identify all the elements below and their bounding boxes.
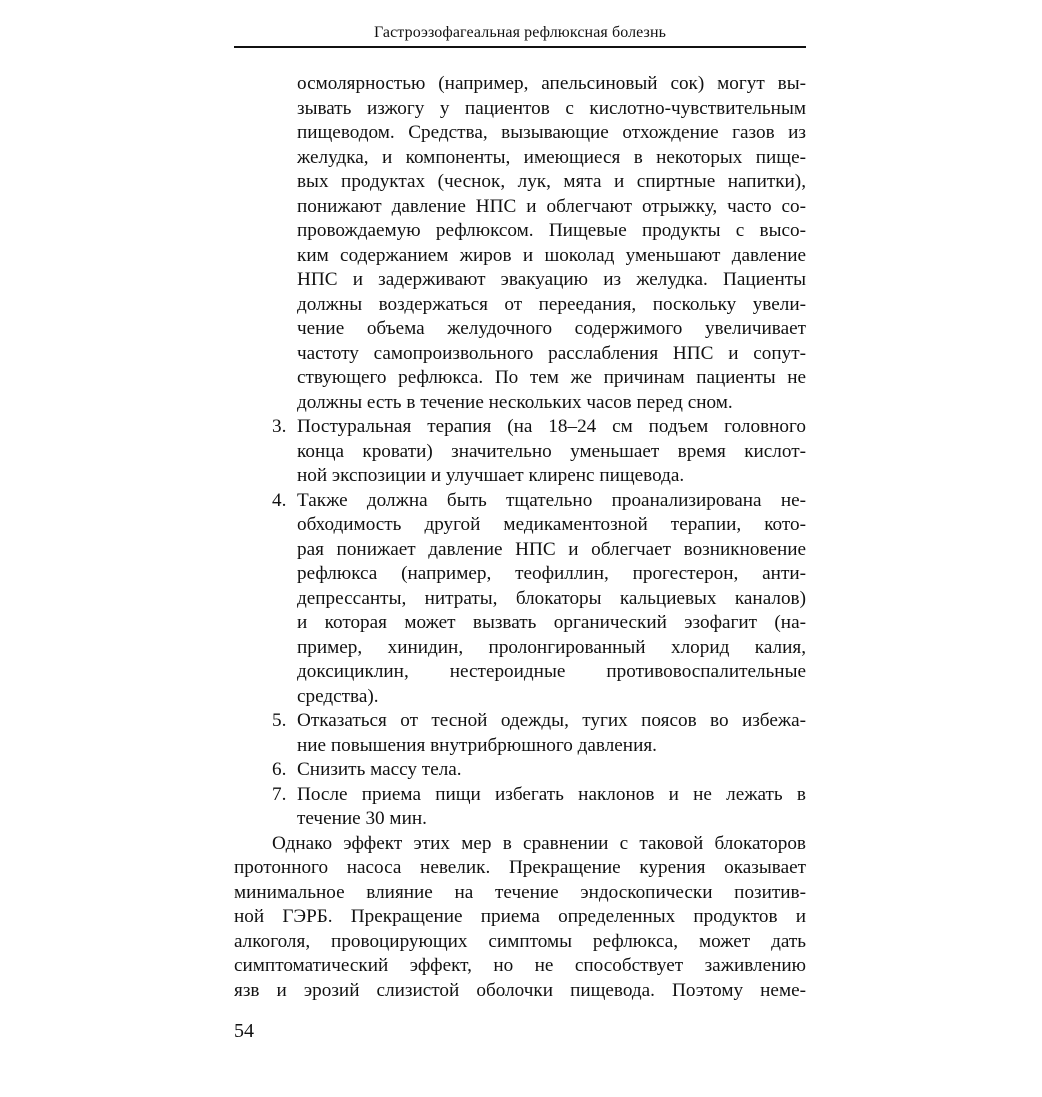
text-line: чение объема желудочного содержимого увеличивает [297,318,806,339]
text-line: ной ГЭРБ. Прекращение приема определенных продуктов и [234,906,806,927]
running-title: Гастроэзофагеальная рефлюксная болезнь [373,24,667,41]
text-line: конца кровати) значительно уменьшает время кислот- [297,440,806,462]
list-number: 6. [272,759,287,780]
text-line: Также должна быть тщательно проанализирована не- [297,489,806,511]
text-line: Однако эффект этих мер в сравнении с таковой блокаторов [272,832,806,854]
text-line: Постуральная терапия (на 18–24 см подъем головного [297,416,806,437]
text-line: рая понижает давление НПС и облегчает возникновение [297,538,806,560]
text-line: После приема пищи избегать наклонов и не лежать в [297,783,806,805]
text-line: провождаемую рефлюксом. Пищевые продукты с высо- [297,220,806,241]
continued-list-item-text [234,72,806,415]
text-line: ким содержанием жиров и шоколад уменьшают давление [297,244,806,266]
text-line: частоту самопроизвольного расслабления НПС и сопут- [297,342,806,364]
text-line: пример, хинидин, пролонгированный хлорид калия, [297,636,806,658]
text-line: ствующего рефлюкса. По тем же причинам пациенты не [297,367,806,388]
list-number: 5. [272,710,287,731]
list-number: 3. [272,416,287,437]
text-line: алкоголя, провоцирующих симптомы рефлюкса, может дать [234,930,806,952]
text-line: должны воздержаться от переедания, поскольку увели- [297,293,806,315]
page-body [234,72,806,1003]
text-line: обходимость другой медикаментозной терапии, кото- [297,514,806,535]
text-line: Отказаться от тесной одежды, тугих поясов во избежа- [297,710,806,731]
text-line: НПС и задерживают эвакуацию из желудка. Пациенты [297,269,806,290]
list-item-4 [234,489,806,710]
text-line: язв и эрозий слизистой оболочки пищевода. Поэтому неме- [234,979,806,1001]
text-line: течение 30 мин. [297,808,427,829]
text-line: симптоматический эффект, но не способствует заживлению [234,955,806,976]
text-line: желудка, и компоненты, имеющиеся в некоторых пище- [297,146,806,168]
text-line: Снизить массу тела. [297,759,462,780]
text-line: понижают давление НПС и облегчают отрыжку, часто со- [297,195,806,217]
text-line: осмолярностью (например, апельсиновый сок) могут вы- [297,73,806,94]
list-number: 7. [272,783,287,805]
list-item-7 [234,783,806,832]
final-paragraph [234,832,806,1004]
list-item-5 [234,709,806,758]
page-number: 54 [234,1020,254,1042]
list-item-6 [234,758,806,783]
text-line: и которая может вызвать органический эзофагит (на- [297,612,806,633]
text-line: ной экспозиции и улучшает клиренс пищевода. [297,465,685,486]
text-line: должны есть в течение нескольких часов перед сном. [297,391,733,413]
text-line: протонного насоса невелик. Прекращение курения оказывает [234,857,806,878]
running-header [234,18,806,48]
text-line: рефлюкса (например, теофиллин, прогестерон, анти- [297,563,806,584]
text-line: минимальное влияние на течение эндоскопически позитив- [234,881,806,903]
text-line: доксициклин, нестероидные противовоспалительные [297,661,806,682]
list-number: 4. [272,489,287,511]
list-item-3 [234,415,806,489]
text-line: вых продуктах (чеснок, лук, мята и спиртные напитки), [297,171,806,192]
text-line: зывать изжогу у пациентов с кислотно-чувствительным [297,97,806,119]
text-line: средства). [297,685,379,707]
text-line: ние повышения внутрибрюшного давления. [297,734,657,756]
text-line: пищеводом. Средства, вызывающие отхождение газов из [297,122,806,143]
text-line: депрессанты, нитраты, блокаторы кальциевых каналов) [297,587,806,609]
